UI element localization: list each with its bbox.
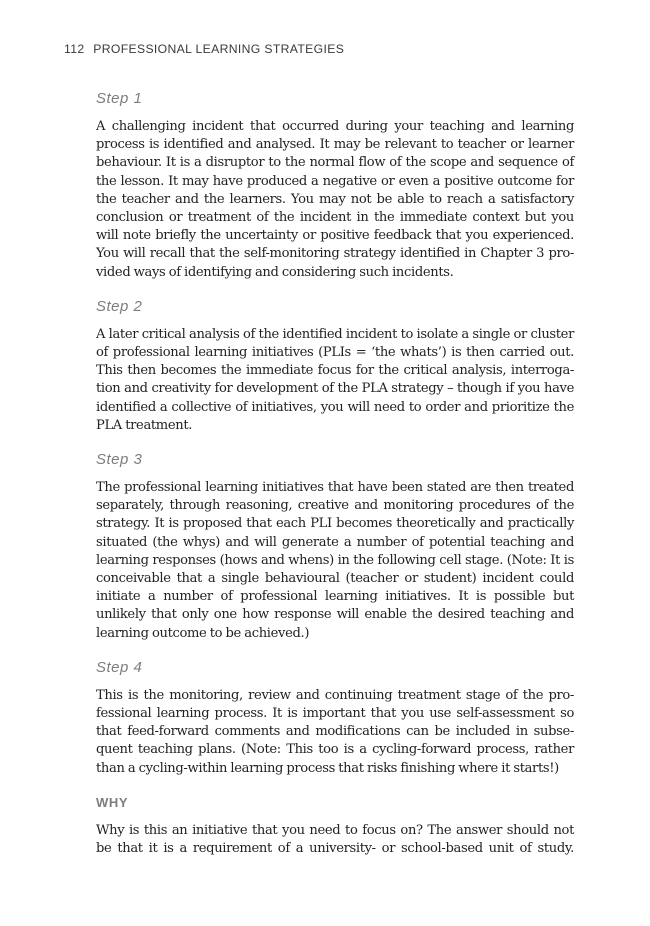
- step-4-heading: Step 4: [96, 658, 143, 676]
- why-heading: WHY: [96, 794, 129, 810]
- text-line: learning outcome to be achieved.): [96, 625, 310, 641]
- text-line: A later critical analysis of the identified incident to isolate a single or cluster: [96, 326, 574, 342]
- text-line: behaviour. It is a disruptor to the normal flow of the scope and sequence of: [96, 155, 574, 171]
- text-line: conclusion or treatment of the incident in the immediate context but you: [96, 210, 574, 226]
- step-4-paragraph: [96, 687, 574, 778]
- text-line: initiate a number of professional learning initiatives. It is possible but: [96, 589, 574, 605]
- text-line: fessional learning process. It is important that you use self-assessment so: [96, 706, 574, 722]
- text-line: vided ways of identifying and considering such incidents.: [96, 264, 454, 280]
- text-line: separately, through reasoning, creative and monitoring procedures of the: [96, 498, 574, 514]
- text-line: identified a collective of initiatives, you will need to order and prioritize the: [96, 399, 574, 415]
- step-2-heading: Step 2: [96, 297, 143, 315]
- step-3-heading: Step 3: [96, 451, 143, 469]
- why-paragraph: [96, 822, 574, 858]
- text-line: process is identified and analysed. It may be relevant to teacher or learner: [96, 137, 574, 153]
- step-1-heading: Step 1: [96, 90, 143, 107]
- text-line: unlikely that only one how response will enable the desired teaching and: [96, 607, 574, 623]
- text-line: the teacher and the learners. You may not be able to reach a satisfactory: [96, 191, 574, 207]
- step-1-paragraph: [96, 118, 574, 282]
- text-line: Why is this an initiative that you need to focus on? The answer should not: [96, 822, 574, 838]
- step-2-paragraph: [96, 326, 574, 435]
- running-title: PROFESSIONAL LEARNING STRATEGIES: [93, 42, 345, 56]
- text-line: quent teaching plans. (Note: This too is a cycling-forward process, rather: [96, 742, 574, 758]
- text-line: strategy. It is proposed that each PLI becomes theoretically and practically: [96, 516, 574, 532]
- text-line: will note briefly the uncertainty or positive feedback that you experienced.: [96, 228, 574, 244]
- step-3-paragraph: [96, 479, 574, 643]
- text-line: situated (the whys) and will generate a number of potential teaching and: [96, 534, 574, 550]
- page-body: [96, 89, 574, 858]
- text-line: A challenging incident that occurred during your teaching and learning: [96, 119, 574, 134]
- text-line: PLA treatment.: [96, 417, 193, 433]
- text-line: tion and creativity for development of the PLA strategy – though if you have: [96, 381, 574, 397]
- running-head: [64, 42, 344, 56]
- page-number: 112: [64, 42, 85, 56]
- text-line: You will recall that the self-monitoring strategy identified in Chapter 3 pro-: [96, 246, 574, 262]
- text-line: the lesson. It may have produced a negative or even a positive outcome for: [96, 173, 574, 189]
- text-line: conceivable that a single behavioural (teacher or student) incident could: [96, 571, 574, 587]
- text-line: be that it is a requirement of a university- or school-based unit of study.: [96, 841, 574, 857]
- text-line: This is the monitoring, review and continuing treatment stage of the pro-: [96, 687, 574, 703]
- text-line: of professional learning initiatives (PLIs = ‘the whats’) is then carried out.: [96, 345, 574, 361]
- text-line: This then becomes the immediate focus for the critical analysis, interroga-: [96, 363, 574, 379]
- text-line: learning responses (hows and whens) in the following cell stage. (Note: It is: [96, 552, 574, 568]
- text-line: than a cycling-within learning process that risks finishing where it starts!): [96, 760, 559, 776]
- text-line: The professional learning initiatives that have been stated are then treated: [96, 480, 574, 496]
- text-line: that feed-forward comments and modifications can be included in subse-: [96, 724, 574, 740]
